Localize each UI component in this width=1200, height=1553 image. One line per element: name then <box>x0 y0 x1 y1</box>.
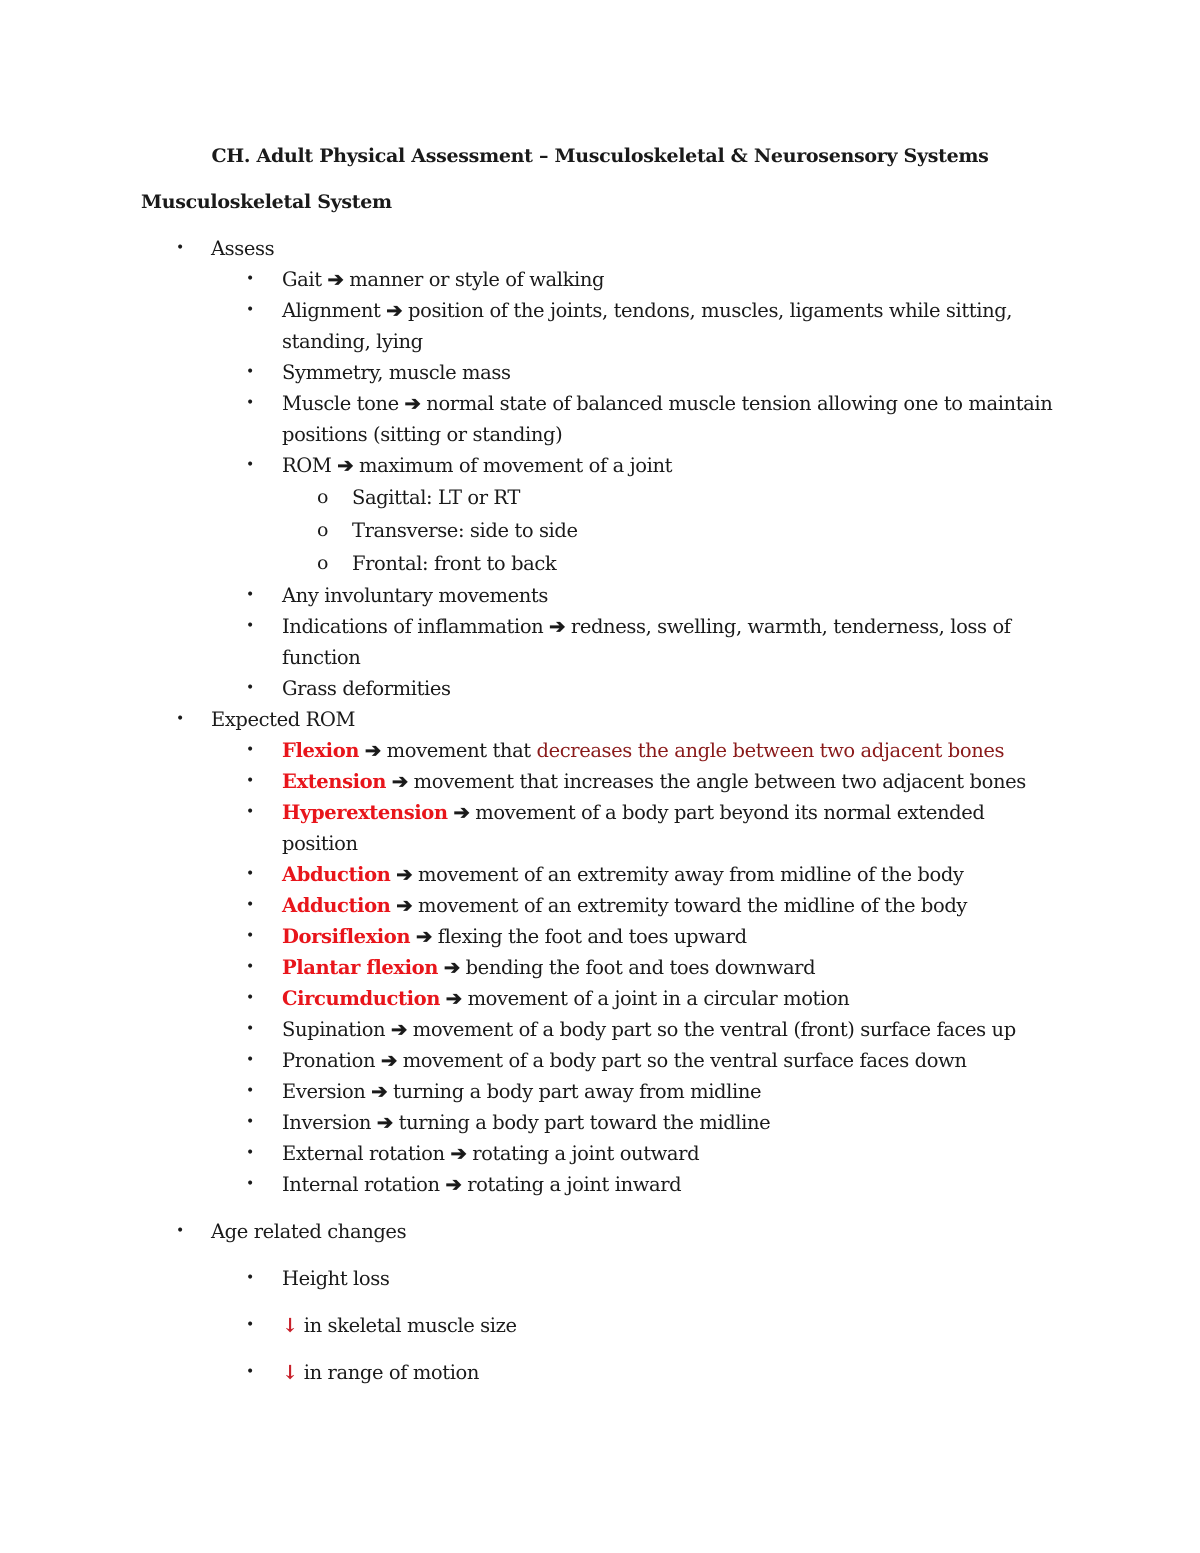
list-item: • Adduction ➔ movement of an extremity toward the midline of the body <box>0 890 1200 921</box>
arrow-icon: ➔ <box>445 1173 462 1196</box>
arrow-icon: ➔ <box>549 615 566 638</box>
down-arrow-icon: ↓ <box>282 1361 298 1384</box>
list-item: • Any involuntary movements <box>0 580 1200 611</box>
bullet-icon: • <box>246 897 254 913</box>
bullet-icon: • <box>246 1083 254 1099</box>
outline <box>0 233 1200 1388</box>
bullet-icon: • <box>246 680 254 696</box>
term-dorsiflexion: Dorsiflexion <box>282 925 411 948</box>
bullet-icon: • <box>246 1317 254 1333</box>
list-item: • ROM ➔ maximum of movement of a joint <box>0 450 1200 481</box>
bullet-icon: • <box>246 302 254 318</box>
bullet-icon: • <box>246 364 254 380</box>
bullet-icon: • <box>246 773 254 789</box>
list-item: • Eversion ➔ turning a body part away from midline <box>0 1076 1200 1107</box>
bullet-icon: • <box>246 1052 254 1068</box>
list-item-continuation: standing, lying <box>282 330 423 353</box>
arrow-icon: ➔ <box>391 1018 407 1041</box>
list-item: • Plantar flexion ➔ bending the foot and toes downward <box>0 952 1200 983</box>
list-item: • Internal rotation ➔ rotating a joint inward <box>0 1169 1200 1200</box>
arrow-icon: ➔ <box>391 770 408 793</box>
bullet-icon: • <box>246 804 254 820</box>
bullet-icon: • <box>176 240 184 256</box>
list-item-continuation: function <box>282 646 361 669</box>
bullet-icon: • <box>246 990 254 1006</box>
term-adduction: Adduction <box>282 894 391 917</box>
bullet-icon: • <box>246 928 254 944</box>
list-subitem: o Frontal: front to back <box>0 547 1200 580</box>
list-subitem: o Transverse: side to side <box>0 514 1200 547</box>
list-item-assess: • Assess <box>0 233 1200 264</box>
list-item: • Circumduction ➔ movement of a joint in a circular motion <box>0 983 1200 1014</box>
term-plantar-flexion: Plantar flexion <box>282 956 439 979</box>
list-item: • Alignment ➔ position of the joints, tendons, muscles, ligaments while sitting, <box>0 295 1200 326</box>
circle-bullet-icon: o <box>317 552 329 574</box>
bullet-icon: • <box>246 866 254 882</box>
bullet-icon: • <box>246 1270 254 1286</box>
arrow-icon: ➔ <box>376 1111 393 1134</box>
list-item-expected-rom: • Expected ROM <box>0 704 1200 735</box>
spacer <box>0 1200 1200 1216</box>
term-abduction: Abduction <box>282 863 391 886</box>
bullet-icon: • <box>176 711 184 727</box>
arrow-icon: ➔ <box>450 1142 467 1165</box>
circle-bullet-icon: o <box>317 519 329 541</box>
bullet-icon: • <box>246 1176 254 1192</box>
list-item: • Height loss <box>0 1263 1200 1294</box>
bullet-icon: • <box>246 1114 254 1130</box>
bullet-icon: • <box>246 395 254 411</box>
list-item: • Gait ➔ manner or style of walking <box>0 264 1200 295</box>
page-title: CH. Adult Physical Assessment – Musculoskeletal & Neurosensory Systems <box>211 145 989 167</box>
list-item-continuation: position <box>282 832 358 855</box>
arrow-icon: ➔ <box>443 956 460 979</box>
bullet-icon: • <box>246 618 254 634</box>
down-arrow-icon: ↓ <box>282 1314 298 1337</box>
list-item: • Abduction ➔ movement of an extremity away from midline of the body <box>0 859 1200 890</box>
bullet-icon: • <box>246 1364 254 1380</box>
arrow-icon: ➔ <box>327 268 344 291</box>
list-item: • Flexion ➔ movement that decreases the angle between two adjacent bones <box>0 735 1200 766</box>
list-item: • Supination ➔ movement of a body part so the ventral (front) surface faces up <box>0 1014 1200 1045</box>
list-subitem: o Sagittal: LT or RT <box>0 481 1200 514</box>
arrow-icon: ➔ <box>396 894 413 917</box>
list-item-continuation: positions (sitting or standing) <box>282 423 563 446</box>
list-item: • Inversion ➔ turning a body part toward the midline <box>0 1107 1200 1138</box>
bullet-icon: • <box>246 587 254 603</box>
term-hyperextension: Hyperextension <box>282 801 448 824</box>
list-item: • Dorsiflexion ➔ flexing the foot and toes upward <box>0 921 1200 952</box>
list-item: • Pronation ➔ movement of a body part so the ventral surface faces down <box>0 1045 1200 1076</box>
list-item-age-changes: • Age related changes <box>0 1216 1200 1247</box>
bullet-icon: • <box>246 271 254 287</box>
spacer <box>0 1247 1200 1263</box>
circle-bullet-icon: o <box>317 486 329 508</box>
list-item: • Muscle tone ➔ normal state of balanced muscle tension allowing one to maintain <box>0 388 1200 419</box>
list-item: • ↓ in range of motion <box>0 1357 1200 1388</box>
term-circumduction: Circumduction <box>282 987 440 1010</box>
arrow-icon: ➔ <box>380 1049 397 1072</box>
arrow-icon: ➔ <box>364 739 381 762</box>
arrow-icon: ➔ <box>453 801 470 824</box>
bullet-icon: • <box>246 1021 254 1037</box>
arrow-icon: ➔ <box>445 987 462 1010</box>
bullet-icon: • <box>246 742 254 758</box>
list-item: • Symmetry, muscle mass <box>0 357 1200 388</box>
section-heading: Musculoskeletal System <box>141 191 392 213</box>
list-item: • External rotation ➔ rotating a joint outward <box>0 1138 1200 1169</box>
list-item: • Grass deformities <box>0 673 1200 704</box>
term-extension: Extension <box>282 770 387 793</box>
arrow-icon: ➔ <box>386 299 403 322</box>
arrow-icon: ➔ <box>337 454 354 477</box>
bullet-icon: • <box>246 457 254 473</box>
highlighted-definition: decreases the angle between two adjacent bones <box>536 739 1005 762</box>
arrow-icon: ➔ <box>396 863 413 886</box>
list-item: • Hyperextension ➔ movement of a body part beyond its normal extended <box>0 797 1200 828</box>
list-item: • Indications of inflammation ➔ redness, swelling, warmth, tenderness, loss of <box>0 611 1200 642</box>
arrow-icon: ➔ <box>371 1080 388 1103</box>
bullet-icon: • <box>246 1145 254 1161</box>
arrow-icon: ➔ <box>404 392 421 415</box>
bullet-icon: • <box>246 959 254 975</box>
bullet-icon: • <box>176 1223 184 1239</box>
list-item: • Extension ➔ movement that increases the angle between two adjacent bones <box>0 766 1200 797</box>
list-item: • ↓ in skeletal muscle size <box>0 1310 1200 1341</box>
spacer <box>0 1341 1200 1357</box>
spacer <box>0 1294 1200 1310</box>
term-flexion: Flexion <box>282 739 360 762</box>
arrow-icon: ➔ <box>416 925 432 948</box>
